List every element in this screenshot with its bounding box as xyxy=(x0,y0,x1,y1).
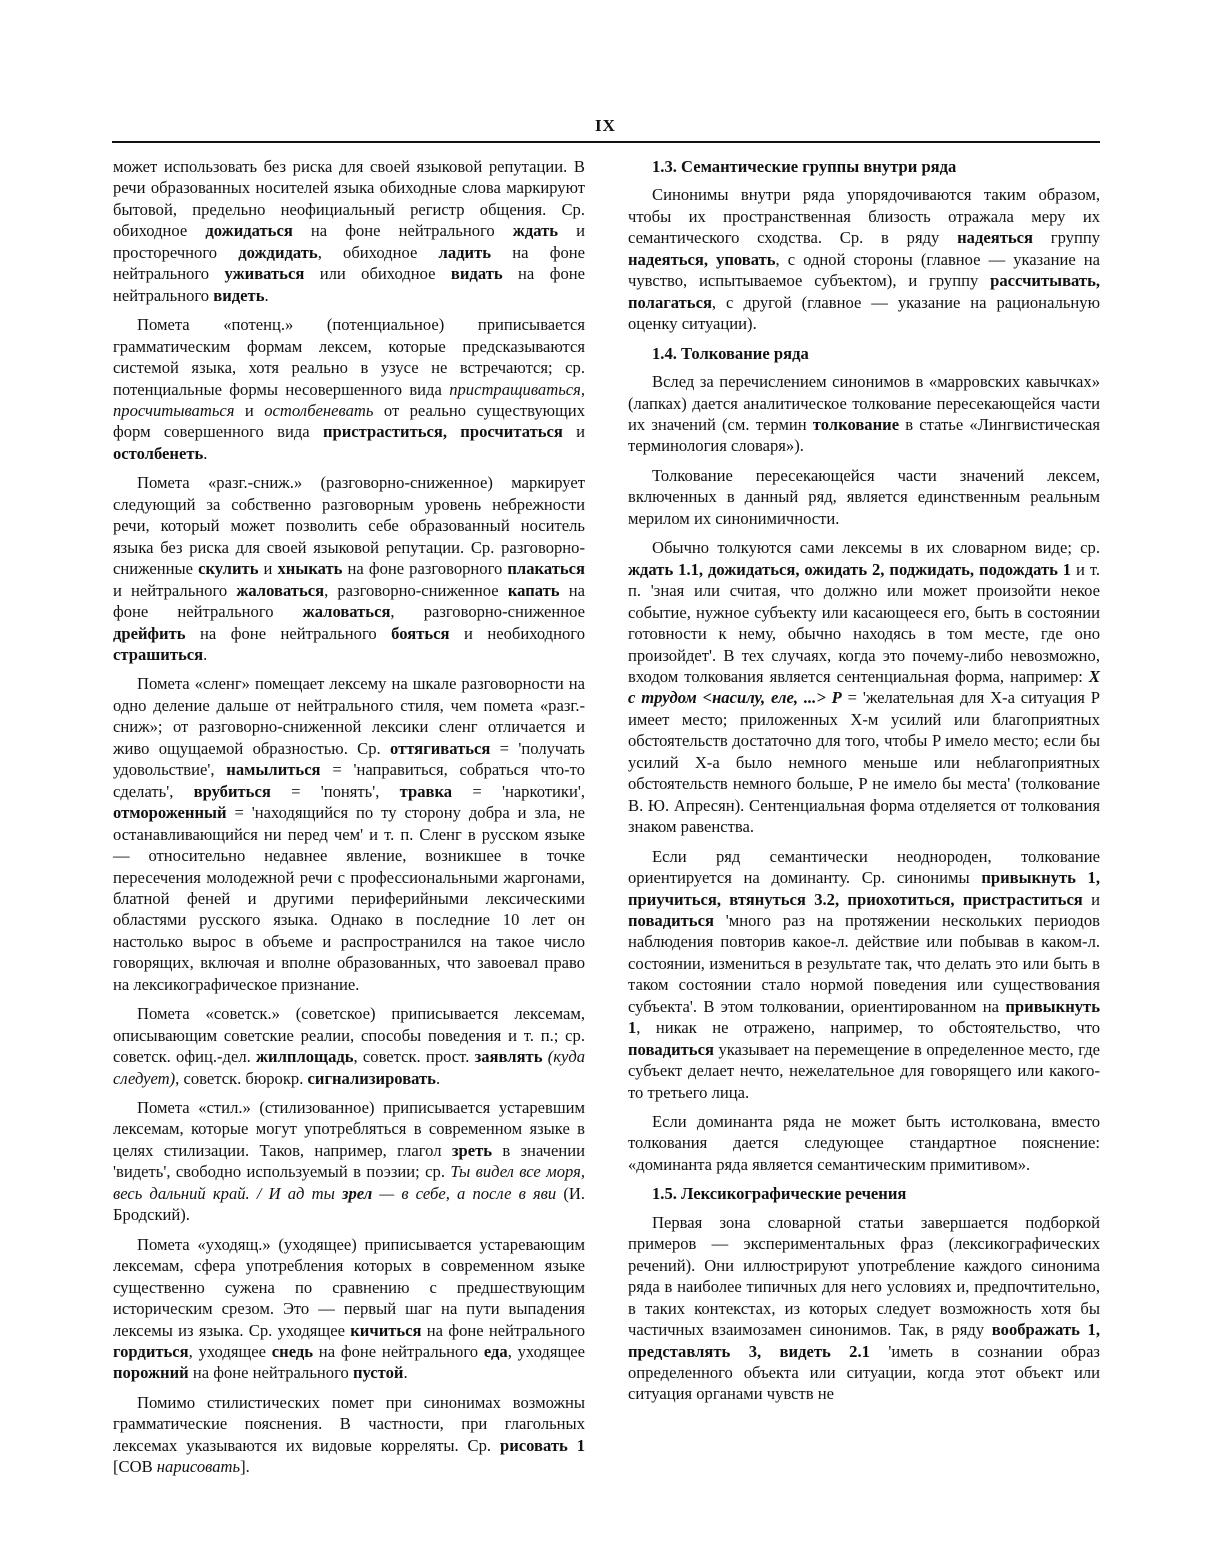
header-rule xyxy=(112,141,1100,143)
paragraph-semantic-groups: Синонимы внутри ряда упорядочиваются таким образом, чтобы их пространственная близость отражала меру их семантического сходства. Ср. в ряду надеяться группу надеяться, уповать, с одной стороны (главное — указание на чувство, испытываемое субъектом), и группу рассчитывать, полагаться, с другой (главное — указание на рациональную оценку ситуации). xyxy=(628,185,1101,334)
paragraph-synonymy-measure: Толкование пересекающейся части значений лексем, включенных в данный ряд, является единственным реальным мерилом их синонимичности. xyxy=(628,465,1100,528)
section-heading-1-4: 1.4. Толкование ряда xyxy=(652,343,809,363)
page-number: IX xyxy=(595,116,616,135)
paragraph-obikhod: может использовать без риска для своей языковой репутации. В речи образованных носителей языка обиходные слова маркируют бытовой, предельно неофициальный регистр общения. Ср. обиходное дожидаться на фоне нейтрального ждать и просторечного дождидать, обиходное ладить на фоне нейтрального уживаться или обиходное видать на фоне нейтрального видеть. xyxy=(113,157,585,305)
paragraph-ukhodyashch: Помета «уходящ.» (уходящее) приписывается устаревающим лексемам, сфера употребления которых в современном языке существенно сужена по сравнению с предшествующим историческим срезом. Это — первый шаг на пути выпадения лексемы из языка. Ср. уходящее кичиться на фоне нейтрального гордиться, уходящее снедь на фоне нейтрального еда, уходящее порожний на фоне нейтрального пустой. xyxy=(113,1234,585,1383)
paragraph-sleng: Помета «сленг» помещает лексему на шкале разговорности на одно деление дальше от нейтрального стиля, чем помета «разг.-сниж»; от разговорно-сниженной лексики сленг отличается и живо ощущаемой образностью. Ср. оттягиваться = 'получать удовольствие', намылиться = 'направиться, собраться что-то сделать', врубиться = 'понять', травка = 'наркотики', отмороженный = 'находящийся по ту сторону добра и зла, не останавливающийся ни перед чем' и т. п. Сленг в русском языке — относительно недавнее явление, возникшее в точке пересечения молодежной речи с профессиональными жаргонами, блатной феней и другими периферийными лексическими областями русского языка. Однако в последние 10 лет он настолько вырос в объеме и распространился на такое число говорящих, включая и вполне образованных, что завоевал право на лексикографическое признание. xyxy=(113,674,585,994)
left-column xyxy=(113,156,585,1486)
paragraph-stil: Помета «стил.» (стилизованное) приписывается устаревшим лексемам, которые могут употребляться в современном языке в целях стилизации. Таков, например, глагол зреть в значении 'видеть', свободно используемый в поэзии; ср. Ты видел все моря, весь дальний край. / И ад ты зрел — в себе, а после в яви (И. Бродский). xyxy=(113,1098,585,1225)
paragraph-potenc: Помета «потенц.» (потенциальное) приписывается грамматическим формам лексем, которые предсказываются системой языка, хотя реально в узусе не встречаются; ср. потенциальные формы несовершенного вида пристращиваться, просчитываться и остолбеневать от реально существующих форм совершенного вида пристраститься, просчитаться и остолбенеть. xyxy=(113,315,586,463)
paragraph-dominant: Если ряд семантически неоднороден, толкование ориентируется на доминанту. Ср. синонимы привыкнуть 1, приучиться, втянуться 3.2, приохотиться, пристраститься и повадиться 'много раз на протяжении нескольких периодов наблюдения повторив какое-л. действие или побывав в каком-л. состоянии, измениться в результате так, что делать это или быть в таком состоянии стало нормой поведения или существования субъекта'. В этом толковании, ориентированном на привыкнуть 1, никак не отражено, например, то обстоятельство, что повадиться указывает на перемещение в определенное место, где субъект делает нечто, нежелательное для говорящего или какого-то третьего лица. xyxy=(628,846,1100,1102)
paragraph-lexicographic-examples: Первая зона словарной статьи завершается подборкой примеров — экспериментальных фраз (лексикографических речений). Они иллюстрируют употребление каждого синонима ряда в наиболее типичных для него условиях и, предпочтительно, в таких контекстах, из которых следует возможность хотя бы частичных взаимозамен синонимов. Так, в ряду воображать 1, представлять 3, видеть 2.1 'иметь в сознании образ определенного объекта или ситуации, когда этот объект или ситуация органами чувств не xyxy=(628,1212,1101,1404)
paragraph-marr-quotes: Вслед за перечислением синонимов в «марровских кавычках» (лапках) дается аналитическое толкование пересекающейся части их значений (см. термин толкование в статье «Лингвистическая терминология словаря»). xyxy=(628,372,1100,456)
paragraph-primitive: Если доминанта ряда не может быть истолкована, вместо толкования дается следующее стандартное пояснение: «доминанта ряда является семантическим примитивом». xyxy=(628,1112,1100,1174)
section-heading-1-3: 1.3. Семантические группы внутри ряда xyxy=(652,157,957,176)
paragraph-grammar-notes: Помимо стилистических помет при синонимах возможны грамматические пояснения. В частности, при глагольных лексемах указываются их видовые корреляты. Ср. рисовать 1 [СОВ нарисовать]. xyxy=(113,1392,585,1477)
right-column xyxy=(628,156,1100,1413)
paragraph-dictionary-form: Обычно толкуются сами лексемы в их словарном виде; ср. ждать 1.1, дожидаться, ожидать 2, поджидать, подождать 1 и т. п. 'зная или считая, что должно или может произойти некое событие, нужное субъекту или касающееся его, быть в состоянии готовности к нему, обычно находясь в том месте, где оно произойдет'. В тех случаях, когда это почему-либо невозможно, входом толкования является сентенциальная форма, например: X с трудом <насилу, еле, ...> P = 'желательная для X-а ситуация P имеет место; приложенных X-м усилий или благоприятных обстоятельств достаточно для того, чтобы P имело место; если бы усилий X-а было немного меньше или неблагоприятных обстоятельств немного больше, P не имело бы места' (толкование В. Ю. Апресян). Сентенциальная форма отделяется от толкования знаком равенства. xyxy=(628,538,1101,837)
paragraph-razg-snizh: Помета «разг.-сниж.» (разговорно-сниженное) маркирует следующий за собственно разговорным уровень небрежности речи, который может позволить себе образованный носитель языка без риска для своей языковой репутации. Ср. разговорно-сниженные скулить и хныкать на фоне разговорного плакаться и нейтрального жаловаться, разговорно-сниженное капать на фоне нейтрального жаловаться, разговорно-сниженное дрейфить на фоне нейтрального бояться и необиходного страшиться. xyxy=(113,473,586,664)
section-heading-1-5: 1.5. Лексикографические речения xyxy=(652,1184,907,1204)
paragraph-sovetsk: Помета «советск.» (советское) приписывается лексемам, описывающим советские реалии, способы поведения и т. п.; ср. советск. офиц.-дел. жилплощадь, советск. прост. заявлять (куда следует), советск. бюрокр. сигнализировать. xyxy=(113,1004,586,1088)
